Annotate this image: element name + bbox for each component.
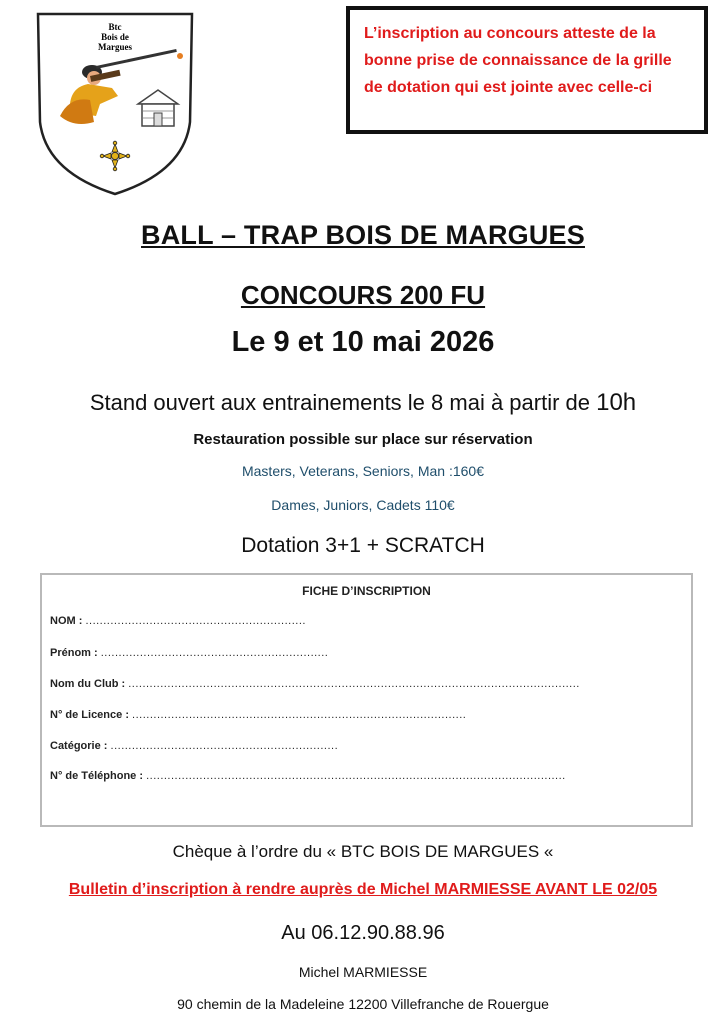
field-label: Catégorie :	[50, 740, 108, 752]
price-dames: Dames, Juniors, Cadets 110€	[271, 497, 455, 513]
field-label: N° de Téléphone :	[50, 770, 144, 782]
dotation-info: Dotation 3+1 + SCRATCH	[241, 534, 485, 557]
prenom-field[interactable]	[50, 647, 328, 659]
field-label: Prénom :	[50, 647, 98, 659]
training-time: 10h	[596, 389, 637, 416]
telephone-field[interactable]	[50, 770, 566, 782]
restauration-info: Restauration possible sur place sur réservation	[193, 431, 533, 448]
contact-phone: Au 06.12.90.88.96	[281, 922, 445, 944]
field-label: N° de Licence :	[50, 709, 129, 721]
field-label: NOM :	[50, 615, 83, 627]
nom-field[interactable]	[50, 615, 306, 627]
registration-form	[40, 573, 693, 827]
page-subtitle: CONCOURS 200 FU	[240, 280, 486, 310]
club-logo	[30, 4, 200, 200]
field-dots: ..............................................................	[85, 615, 306, 627]
field-dots: ......................................................................................................................	[146, 770, 566, 782]
bulletin-deadline: Bulletin d’inscription à rendre auprès de Michel MARMIESSE AVANT LE 02/05	[68, 881, 658, 898]
field-dots: ..............................................................................................	[132, 709, 467, 721]
licence-field[interactable]	[50, 709, 466, 721]
contact-address: 90 chemin de la Madeleine 12200 Villefranche de Rouergue	[177, 996, 549, 1012]
club-field[interactable]	[50, 678, 580, 690]
logo-text-3: Margues	[98, 42, 132, 52]
price-masters: Masters, Veterans, Seniors, Man :160€	[241, 463, 484, 479]
logo-text-2: Bois de	[101, 32, 129, 42]
field-dots: ................................................................	[100, 647, 329, 659]
field-dots: ...............................................................................................................................	[128, 678, 580, 690]
training-text: Stand ouvert aux entrainements le 8 mai à partir de	[89, 390, 597, 415]
categorie-field[interactable]	[50, 740, 338, 752]
logo-text-1: Btc	[108, 22, 122, 32]
event-date: Le 9 et 10 mai 2026	[231, 326, 495, 358]
field-label: Nom du Club :	[50, 678, 126, 690]
notice-text: L’inscription au concours atteste de la bonne prise de connaissance de la grille de dotation qui est jointe avec celle-ci	[364, 25, 672, 96]
form-title: FICHE D’INSCRIPTION	[302, 584, 431, 598]
cheque-info: Chèque à l’ordre du « BTC BOIS DE MARGUES «	[172, 842, 554, 861]
notice-box	[346, 6, 708, 134]
training-info	[0, 389, 726, 417]
page-title: BALL – TRAP BOIS DE MARGUES	[141, 220, 585, 250]
field-dots: ................................................................	[110, 740, 339, 752]
contact-name: Michel MARMIESSE	[298, 964, 428, 980]
